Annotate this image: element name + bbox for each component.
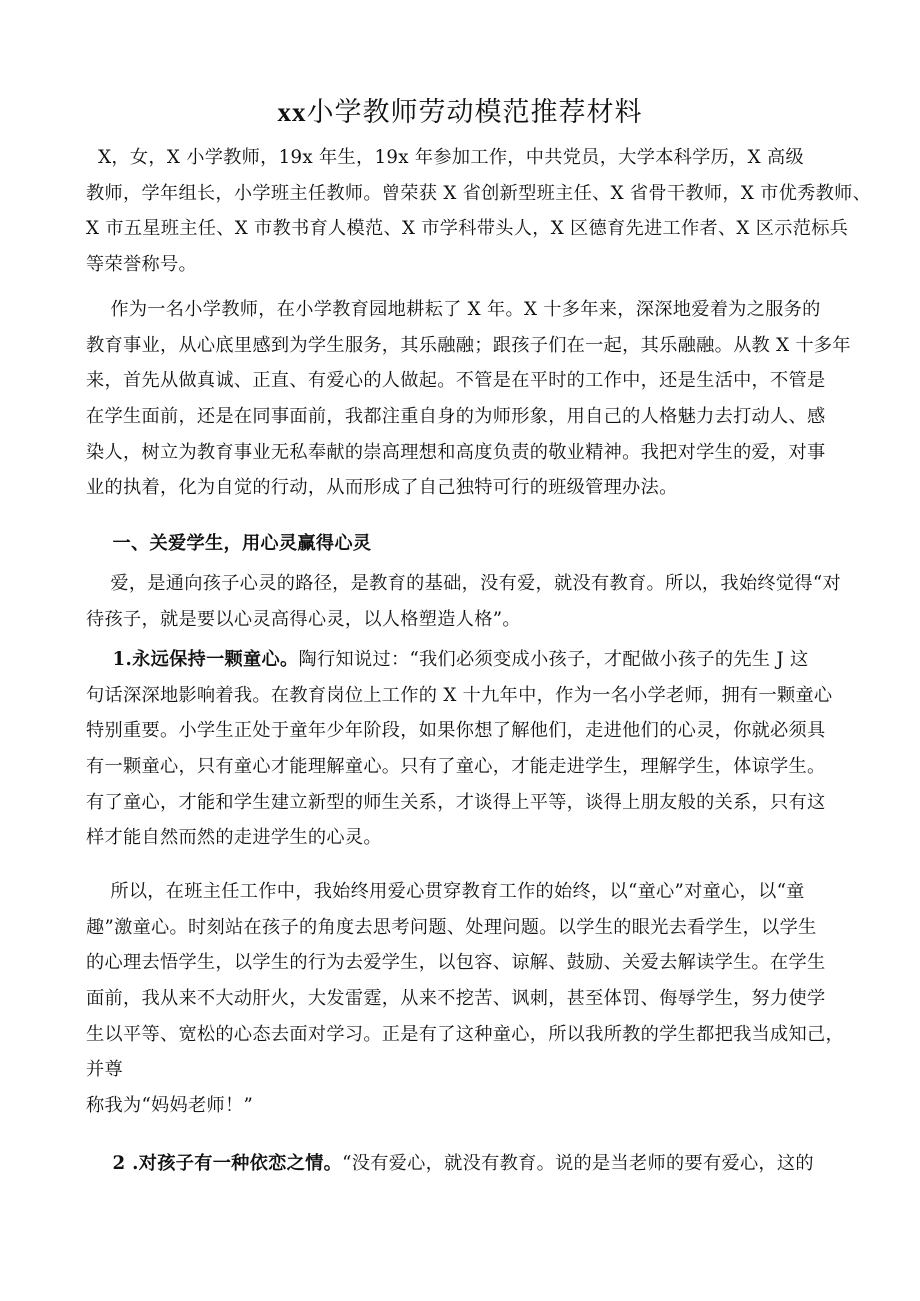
paragraph-line: 的心理去悟学生，以学生的行为去爱学生，以包容、谅解、鼓励、关爱去解读学生。在学生 <box>86 952 826 974</box>
title-main: 小学教师劳动模范推荐材料 <box>306 97 643 128</box>
paragraph-line: 教育事业，从心底里感到为学生服务，其乐融融；跟孩子们在一起，其乐融融。从教 X 十多年 <box>86 334 851 356</box>
paragraph-line: 趣”激童心。时刻站在孩子的角度去思考问题、处理问题。以学生的眼光去看学生，以学生 <box>86 916 817 938</box>
paragraph-line: 来，首先从做真诚、正直、有爱心的人做起。不管是在平时的工作中，还是生活中，不管是 <box>86 370 826 392</box>
paragraph-line: 样才能自然而然的走进学生的心灵。 <box>86 827 382 849</box>
paragraph-line: 并尊 <box>86 1059 123 1081</box>
intro-paragraph <box>86 140 872 283</box>
paragraph-line: 所以，在班主任工作中，我始终用爱心贯穿教育工作的始终，以“童心”对童心，以“童 <box>86 881 805 902</box>
paragraph-line: 作为一名小学教师，在小学教育园地耕耘了 X 年。X 十多年来，深深地爱着为之服务的 <box>86 299 821 320</box>
paragraph-line: 有了童心，才能和学生建立新型的师生关系，才谈得上平等，谈得上朋友般的关系，只有这 <box>86 791 826 813</box>
section-heading <box>86 526 846 562</box>
paragraph-line: 面前，我从来不大动肝火，大发雷霆，从来不挖苦、讽刺，甚至体罚、侮辱学生，努力使学 <box>86 988 826 1010</box>
title-prefix: xx <box>277 97 307 127</box>
childlike-heart-paragraph <box>86 874 846 1124</box>
paragraph-line: 句话深深地影响着我。在教育岗位上工作的 X 十九年中，作为一名小学老师，拥有一颗童心 <box>86 684 833 706</box>
paragraph-line: 业的执着，化为自觉的行动，从而形成了自己独特可行的班级管理办法。 <box>86 477 678 499</box>
section-heading-text: 一、关爱学生，用心灵赢得心灵 <box>86 533 372 554</box>
paragraph-line: 爱，是通向孩子心灵的路径，是教育的基础，没有爱，就没有教育。所以，我始终觉得“对 <box>86 573 841 594</box>
paragraph-line: 特别重要。小学生正处于童年少年阶段，如果你想了解他们，走进他们的心灵，你就必须具 <box>86 720 826 742</box>
love-paragraph <box>86 566 846 637</box>
paragraph-line: 教师，学年组长，小学班主任教师。曾荣获 X 省创新型班主任、X 省骨干教师，X 市优秀教师、 <box>86 182 872 204</box>
paragraph-line: 在学生面前，还是在同事面前，我都注重自身的为师形象，用自己的人格魅力去打动人、感 <box>86 406 826 428</box>
paragraph-line: 生以平等、宽松的心态去面对学习。正是有了这种童心，所以我所教的学生都把我当成知己， <box>86 1023 844 1045</box>
paragraph-line: 染人，树立为教育事业无私奉献的崇高理想和高度负责的敬业精神。我把对学生的爱，对事 <box>86 441 826 463</box>
document-title <box>0 92 920 133</box>
item-2-label: 2 .对孩子有一种依恋之情。 <box>86 1153 343 1174</box>
item-2-first-line <box>86 1146 846 1182</box>
paragraph-line: 有一颗童心，只有童心才能理解童心。只有了童心，才能走进学生，理解学生，体谅学生。 <box>86 756 826 778</box>
item-2-paragraph <box>86 1146 846 1182</box>
paragraph-line: X 市五星班主任、X 市教书育人模范、X 市学科带头人，X 区德育先进工作者、X 区示范标兵 <box>86 218 849 240</box>
item-1-first-line <box>86 642 846 678</box>
career-paragraph <box>86 292 851 506</box>
item-1-first-line-text: 陶行知说过：“我们必须变成小孩子，才配做小孩子的先生 J 这 <box>298 649 809 670</box>
paragraph-line: 待孩子，就是要以心灵高得心灵，以人格塑造人格”。 <box>86 608 521 630</box>
item-1-paragraph <box>86 642 846 856</box>
paragraph-line: 等荣誉称号。 <box>86 254 197 276</box>
item-1-label: 1.永远保持一颗童心。 <box>86 649 299 670</box>
item-2-first-line-text: “没有爱心，就没有教育。说的是当老师的要有爱心，这的 <box>342 1153 814 1174</box>
paragraph-line: 称我为“妈妈老师！” <box>86 1095 254 1117</box>
paragraph-line: X，女，X 小学教师，19x 年生，19x 年参加工作，中共党员，大学本科学历，X 高级 <box>86 147 804 168</box>
